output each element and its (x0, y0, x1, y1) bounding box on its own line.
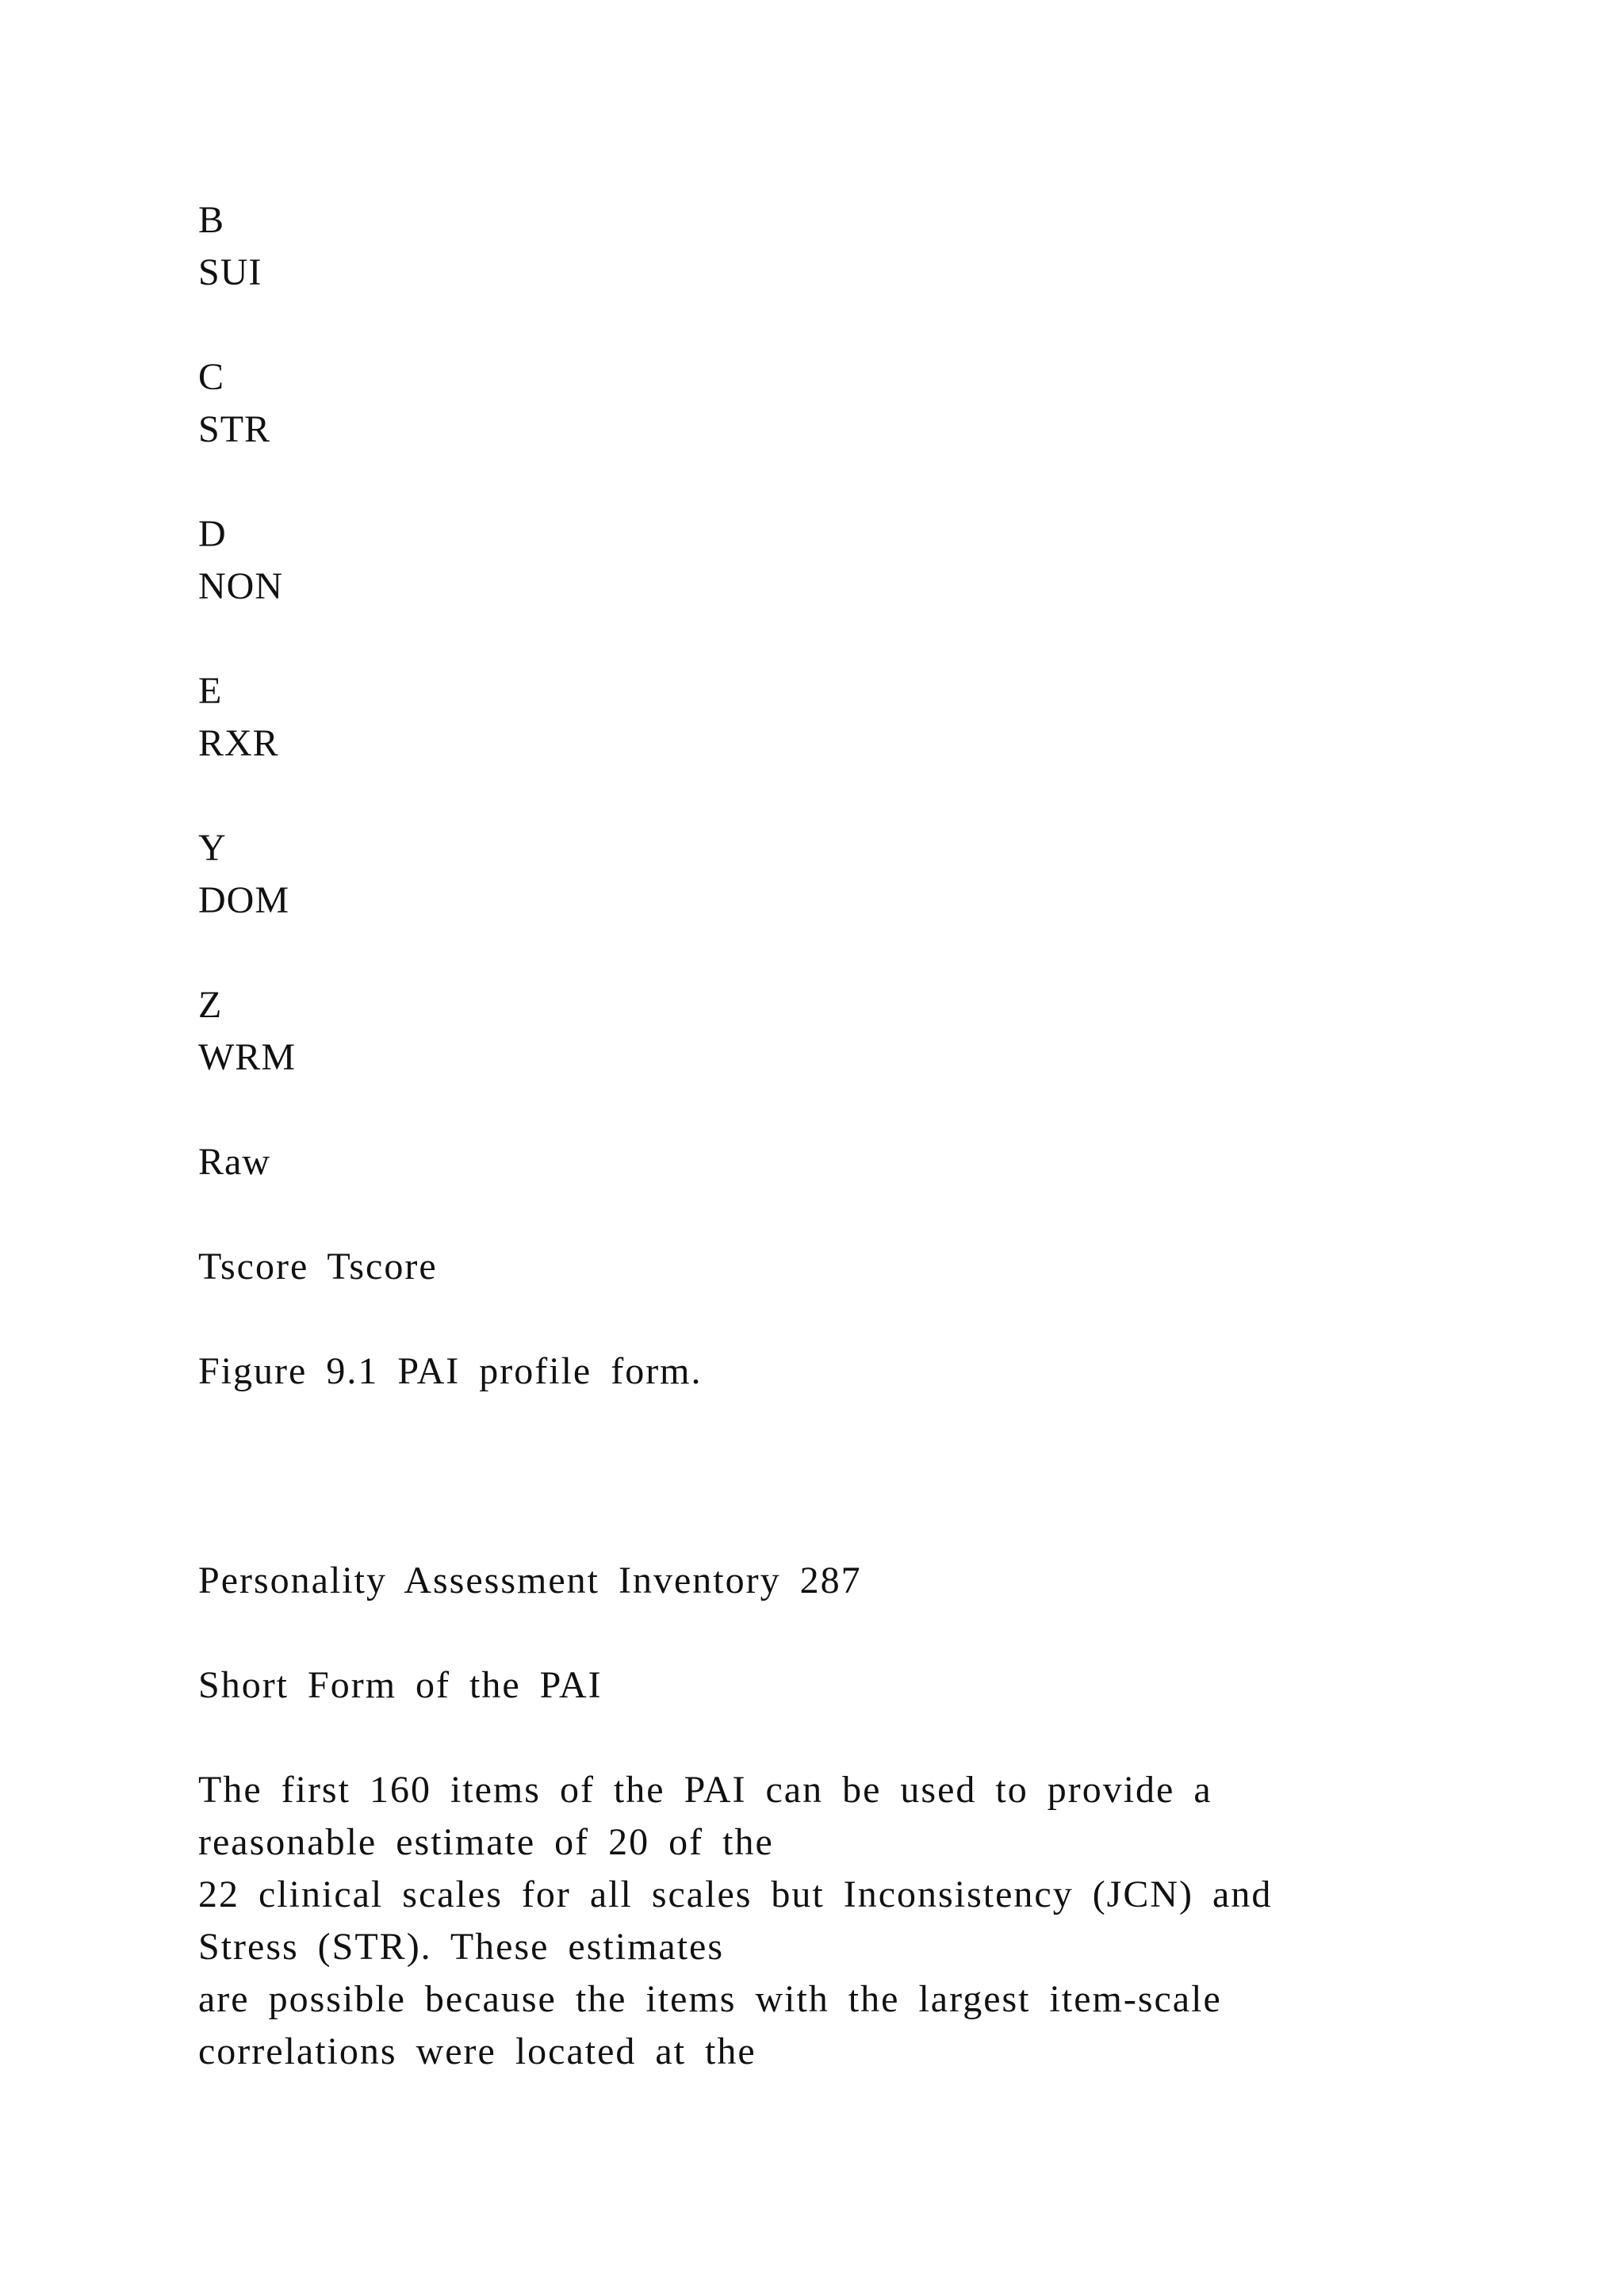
body-text-line: Stress (STR). These estimates (198, 1926, 725, 1968)
figure-caption: Figure 9.1 PAI profile form. (198, 1350, 703, 1392)
tscore-label: Tscore Tscore (198, 1246, 438, 1288)
scale-code: SUI (198, 251, 262, 293)
scale-code: WRM (198, 1036, 296, 1078)
body-text-line: reasonable estimate of 20 of the (198, 1821, 774, 1863)
scale-letter: B (198, 199, 225, 241)
scale-code: RXR (198, 722, 279, 764)
section-heading: Short Form of the PAI (198, 1664, 603, 1706)
scale-code: NON (198, 565, 283, 607)
scale-letter: C (198, 356, 225, 398)
scale-letter: Y (198, 827, 227, 869)
body-text-line: correlations were located at the (198, 2030, 756, 2072)
scale-letter: E (198, 670, 223, 712)
scale-code: STR (198, 408, 271, 450)
running-header: Personality Assessment Inventory 287 (198, 1559, 862, 1601)
body-text-line: The first 160 items of the PAI can be used to provide a (198, 1769, 1212, 1811)
body-text-line: are possible because the items with the largest item-scale (198, 1978, 1222, 2020)
scale-letter: Z (198, 984, 223, 1026)
scale-letter: D (198, 513, 227, 555)
scale-code: DOM (198, 879, 290, 921)
raw-label: Raw (198, 1141, 270, 1183)
body-text-line: 22 clinical scales for all scales but Inconsistency (JCN) and (198, 1873, 1273, 1915)
